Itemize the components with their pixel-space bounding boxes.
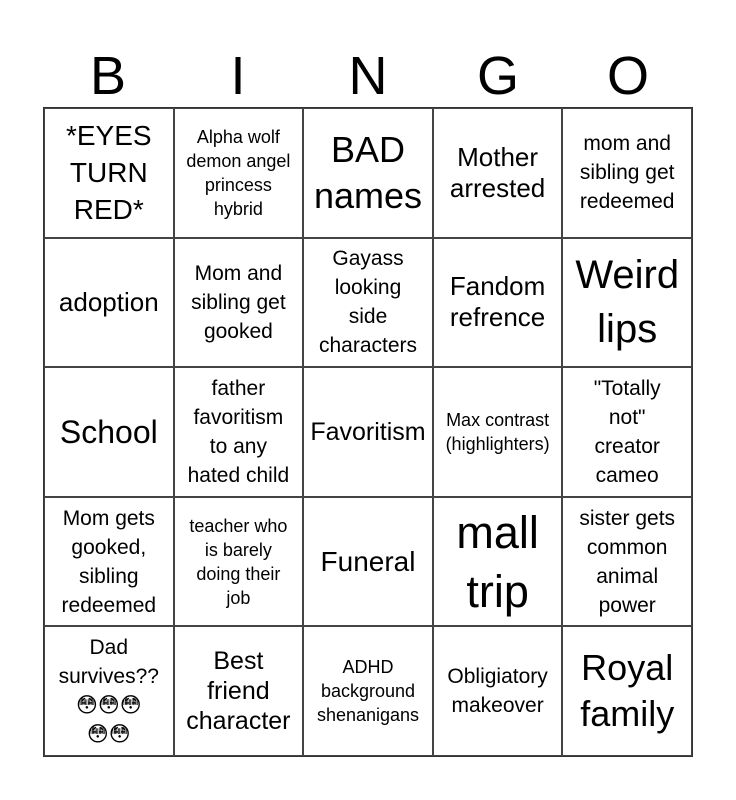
header-letter-g: G <box>476 46 519 106</box>
cell-text: ADHD background shenanigans <box>316 657 420 726</box>
bingo-cell-5-3[interactable] <box>303 626 433 756</box>
cell-text: Alpha wolf demon angel princess hybrid <box>186 126 291 219</box>
bingo-cell-3-2[interactable] <box>174 367 304 497</box>
bingo-cell-2-5[interactable] <box>562 238 692 368</box>
cell-text: mall trip <box>456 506 539 617</box>
bingo-cell-5-5[interactable] <box>562 626 692 756</box>
bingo-cell-1-5[interactable] <box>562 108 692 238</box>
cell-text: Dad survives?? 😳😳😳 😳😳 <box>58 636 159 747</box>
bingo-header <box>43 48 693 104</box>
bingo-cell-1-1[interactable] <box>44 108 174 238</box>
cell-text: *EYES TURN RED* <box>65 120 152 226</box>
cell-text: Mom gets gooked, sibling redeemed <box>61 506 157 617</box>
bingo-cell-1-3[interactable] <box>303 108 433 238</box>
cell-text: Royal family <box>580 647 675 735</box>
cell-text: Mother arrested <box>449 141 546 203</box>
bingo-cell-1-2[interactable] <box>174 108 304 238</box>
cell-text: School <box>59 413 158 450</box>
bingo-cell-2-2[interactable] <box>174 238 304 368</box>
bingo-cell-3-4[interactable] <box>433 367 563 497</box>
bingo-cell-2-3[interactable] <box>303 238 433 368</box>
cell-text: Max contrast (highlighters) <box>445 409 550 454</box>
cell-text: Funeral <box>320 546 416 578</box>
bingo-cell-4-4[interactable] <box>433 497 563 627</box>
cell-text: BAD names <box>313 128 423 216</box>
bingo-cell-5-1[interactable] <box>44 626 174 756</box>
bingo-cell-3-1[interactable] <box>44 367 174 497</box>
bingo-cell-5-4[interactable] <box>433 626 563 756</box>
cell-text: father favoritism to any hated child <box>187 376 290 487</box>
cell-text: mom and sibling get redeemed <box>579 132 675 214</box>
bingo-cell-1-4[interactable] <box>433 108 563 238</box>
bingo-cell-4-3[interactable] <box>303 497 433 627</box>
cell-text: adoption <box>58 286 159 317</box>
cell-text: Gayass looking side characters <box>318 247 418 358</box>
cell-text: "Totally not" creator cameo <box>593 376 661 487</box>
bingo-cell-4-5[interactable] <box>562 497 692 627</box>
bingo-cell-4-2[interactable] <box>174 497 304 627</box>
cell-text: sister gets common animal power <box>579 506 676 617</box>
header-letter-o: O <box>606 46 649 106</box>
header-letter-n: N <box>348 46 388 106</box>
cell-text: Weird lips <box>575 253 680 352</box>
bingo-cell-2-4[interactable] <box>433 238 563 368</box>
cell-text: Best friend character <box>186 647 291 736</box>
bingo-cell-5-2[interactable] <box>174 626 304 756</box>
bingo-cell-4-1[interactable] <box>44 497 174 627</box>
bingo-cell-2-1[interactable] <box>44 238 174 368</box>
cell-text: Fandom refrence <box>449 271 546 333</box>
header-letter-b: B <box>89 46 127 106</box>
cell-text: Favoritism <box>310 417 426 446</box>
bingo-cell-3-3[interactable] <box>303 367 433 497</box>
bingo-board <box>43 107 693 757</box>
cell-text: Mom and sibling get gooked <box>191 261 286 343</box>
cell-text: teacher who is barely doing their job <box>189 515 288 608</box>
header-letter-i: I <box>230 46 246 106</box>
bingo-cell-3-5[interactable] <box>562 367 692 497</box>
cell-text: Obligiatory makeover <box>447 665 548 718</box>
